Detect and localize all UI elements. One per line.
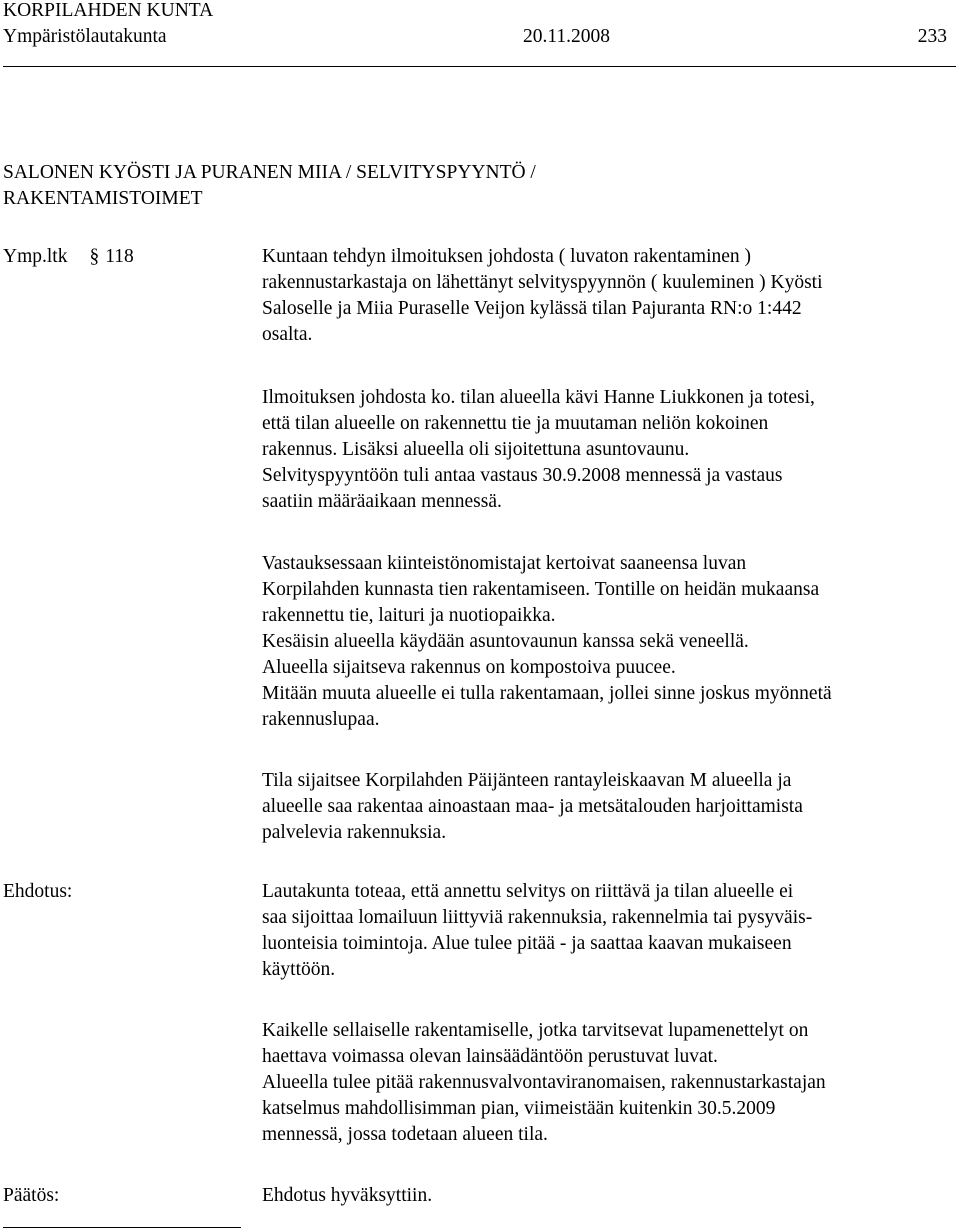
text-line: Kuntaan tehdyn ilmoituksen johdosta ( luvaton rakentaminen ) — [262, 246, 752, 267]
proposal-label: Ehdotus: — [3, 881, 73, 902]
reference-body: Ymp.ltk — [3, 246, 68, 267]
section-number: 118 — [105, 246, 134, 267]
text-line: katselmus mahdollisimman pian, viimeistään kuitenkin 30.5.2009 — [262, 1098, 776, 1119]
title-line-2: RAKENTAMISTOIMET — [3, 188, 203, 209]
text-line: rakennuslupaa. — [262, 709, 380, 730]
decision-label: Päätös: — [3, 1185, 60, 1206]
text-line: saa sijoittaa lomailuun liittyviä rakennuksia, rakennelmia tai pysyväis- — [262, 907, 813, 928]
text-line: luonteisia toimintoja. Alue tulee pitää - ja saattaa kaavan mukaiseen — [262, 933, 792, 954]
meeting-date: 20.11.2008 — [523, 26, 611, 47]
paragraph-proposal — [262, 879, 958, 983]
text-line: osalta. — [262, 324, 313, 345]
text-line: että tilan alueelle on rakennettu tie ja muutaman neliön kokoinen — [262, 413, 769, 434]
text-line: alueelle saa rakentaa ainoastaan maa- ja metsätalouden harjoittamista — [262, 796, 803, 817]
text-line: Kaikelle sellaiselle rakentamiselle, jotka tarvitsevat lupamenettelyt on — [262, 1020, 809, 1041]
text-line: Tila sijaitsee Korpilahden Päijänteen rantayleiskaavan M alueella ja — [262, 770, 792, 791]
text-line: Kesäisin alueella käydään asuntovaunun kanssa sekä veneellä. — [262, 631, 749, 652]
text-line: haettava voimassa olevan lainsäädäntöön perustuvat luvat. — [262, 1046, 718, 1067]
text-line: palvelevia rakennuksia. — [262, 822, 447, 843]
text-line: Alueella tulee pitää rakennusvalvontaviranomaisen, rakennustarkastajan — [262, 1072, 826, 1093]
text-line: saatiin määräaikaan mennessä. — [262, 491, 502, 512]
text-line: rakennettu tie, laituri ja nuotiopaikka. — [262, 605, 556, 626]
municipality-name: KORPILAHDEN KUNTA — [3, 0, 214, 21]
signature-line — [3, 1227, 241, 1228]
text-line: Ehdotus hyväksyttiin. — [262, 1185, 433, 1206]
header-line — [3, 24, 947, 50]
text-line: Vastauksessaan kiinteistönomistajat kertoivat saaneensa luvan — [262, 553, 747, 574]
paragraph-zoning — [262, 768, 958, 846]
text-line: Mitään muuta alueelle ei tulla rakentamaan, jollei sinne joskus myönnetä — [262, 683, 832, 704]
text-line: rakennus. Lisäksi alueella oli sijoitettuna asuntovaunu. — [262, 439, 690, 460]
paragraph-decision — [262, 1183, 958, 1209]
paragraph-response — [262, 551, 958, 733]
document-title — [3, 160, 903, 212]
paragraph-background — [262, 244, 958, 348]
title-line-1: SALONEN KYÖSTI JA PURANEN MIIA / SELVITYSPYYNTÖ / — [3, 162, 536, 183]
paragraph-permits — [262, 1018, 958, 1148]
section-reference — [3, 244, 134, 270]
text-line: Ilmoituksen johdosta ko. tilan alueella kävi Hanne Liukkonen ja totesi, — [262, 387, 815, 408]
text-line: käyttöön. — [262, 959, 336, 980]
section-sign: § — [89, 246, 100, 267]
page-number: 233 — [917, 26, 947, 47]
text-line: rakennustarkastaja on lähettänyt selvityspyynnön ( kuuleminen ) Kyösti — [262, 272, 823, 293]
text-line: mennessä, jossa todetaan alueen tila. — [262, 1124, 548, 1145]
text-line: Selvityspyyntöön tuli antaa vastaus 30.9.2008 mennessä ja vastaus — [262, 465, 783, 486]
text-line: Saloselle ja Miia Puraselle Veijon kylässä tilan Pajuranta RN:o 1:442 — [262, 298, 802, 319]
committee-name: Ympäristölautakunta — [3, 26, 167, 47]
header-divider — [3, 66, 956, 67]
text-line: Korpilahden kunnasta tien rakentamiseen. Tontille on heidän mukaansa — [262, 579, 820, 600]
text-line: Lautakunta toteaa, että annettu selvitys on riittävä ja tilan alueelle ei — [262, 881, 794, 902]
text-line: Alueella sijaitseva rakennus on kompostoiva puucee. — [262, 657, 676, 678]
paragraph-inspection — [262, 385, 958, 515]
